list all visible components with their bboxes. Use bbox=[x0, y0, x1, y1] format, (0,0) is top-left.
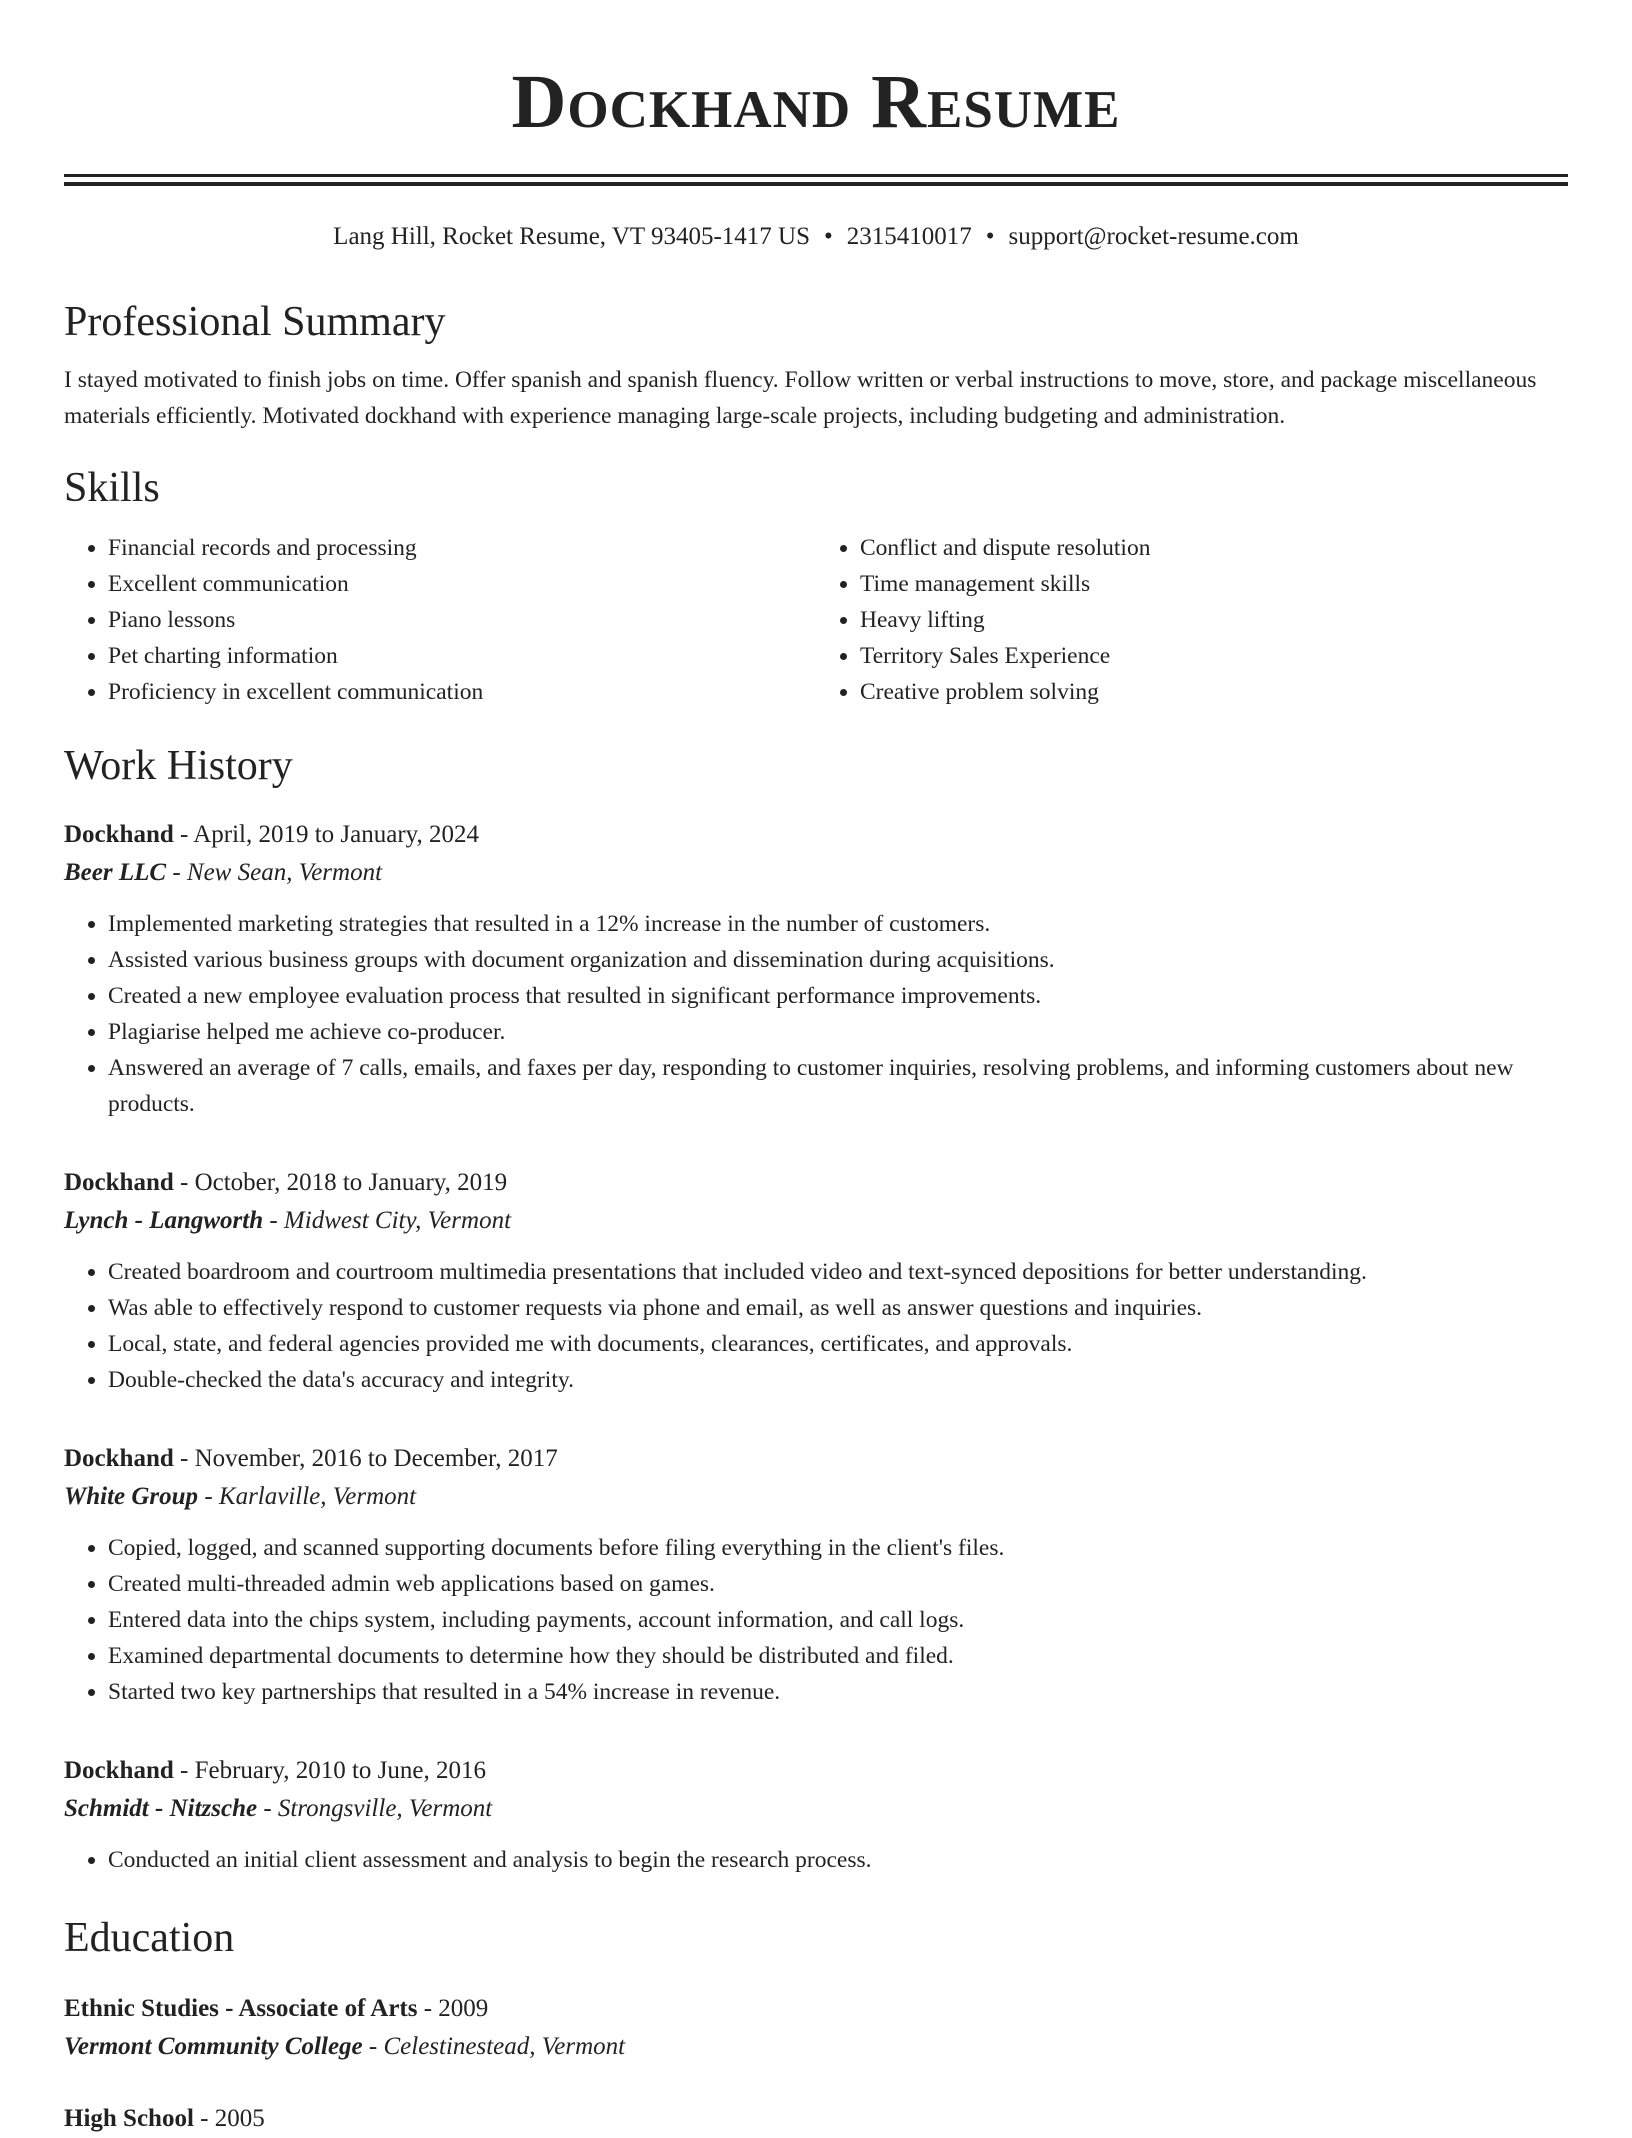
contact-address: Lang Hill, Rocket Resume, VT 93405-1417 US bbox=[333, 223, 810, 250]
job-duties bbox=[64, 1530, 1568, 1710]
contact-info bbox=[64, 220, 1568, 254]
duty-item: • Created multi-threaded admin web applications based on games. bbox=[108, 1566, 1568, 1602]
skill-item: • Pet charting information bbox=[108, 638, 816, 674]
school-location: - Celestinestead, Vermont bbox=[362, 2033, 626, 2060]
employer-name: Schmidt - Nitzsche bbox=[64, 1795, 258, 1822]
contact-email: support@rocket-resume.com bbox=[1008, 223, 1299, 250]
employer-line bbox=[64, 1478, 1568, 1516]
duty-item: • Local, state, and federal agencies provided me with documents, clearances, certificates, and approvals. bbox=[108, 1326, 1568, 1362]
employer-line bbox=[64, 854, 1568, 892]
divider-line-top bbox=[64, 174, 1568, 177]
duty-item: • Entered data into the chips system, including payments, account information, and call logs. bbox=[108, 1602, 1568, 1638]
job-title: Dockhand bbox=[64, 1445, 174, 1472]
job-title-line bbox=[64, 1752, 1568, 1790]
employer-name: White Group bbox=[64, 1483, 199, 1510]
duty-item: • Was able to effectively respond to customer requests via phone and email, as well as answer questions and inquiries. bbox=[108, 1290, 1568, 1326]
duty-item: • Double-checked the data's accuracy and integrity. bbox=[108, 1362, 1568, 1398]
degree-line bbox=[64, 1990, 1568, 2028]
job-title: Dockhand bbox=[64, 821, 174, 848]
skill-item: • Excellent communication bbox=[108, 566, 816, 602]
duty-item: • Examined departmental documents to determine how they should be distributed and filed. bbox=[108, 1638, 1568, 1674]
summary-text: I stayed motivated to finish jobs on time. Offer spanish and spanish fluency. Follow written or verbal instructions to move, store, and package miscellaneous materials efficiently. Motivated dockhand with experience managing large-scale projects, including budgeting and administration. bbox=[64, 367, 1537, 429]
skill-item: • Conflict and dispute resolution bbox=[860, 530, 1568, 566]
duty-item: • Created boardroom and courtroom multimedia presentations that included video and text-synced depositions for better understanding. bbox=[108, 1254, 1568, 1290]
education-entry bbox=[64, 2100, 1568, 2138]
job-title: Dockhand bbox=[64, 1757, 174, 1784]
degree-name: High School bbox=[64, 2105, 194, 2132]
job-title-line bbox=[64, 1164, 1568, 1202]
duty-item: • Copied, logged, and scanned supporting documents before filing everything in the client's files. bbox=[108, 1530, 1568, 1566]
education-heading: Education bbox=[64, 1915, 235, 1961]
skill-item: • Proficiency in excellent communication bbox=[108, 674, 816, 710]
job-title: Dockhand bbox=[64, 1169, 174, 1196]
school-name: Vermont Community College bbox=[64, 2033, 363, 2060]
job-duties bbox=[64, 906, 1568, 1122]
employer-line bbox=[64, 1790, 1568, 1828]
job-dates: - April, 2019 to January, 2024 bbox=[173, 821, 480, 848]
job-entry bbox=[64, 1752, 1568, 1878]
graduation-year: - 2005 bbox=[193, 2105, 265, 2132]
duty-item: • Implemented marketing strategies that resulted in a 12% increase in the number of customers. bbox=[108, 906, 1568, 942]
duty-item: • Answered an average of 7 calls, emails, and faxes per day, responding to customer inquiries, resolving problems, and informing customers about new products. bbox=[108, 1050, 1568, 1122]
work-history-heading: Work History bbox=[64, 743, 293, 789]
contact-phone: 2315410017 bbox=[846, 223, 972, 250]
skill-item: • Heavy lifting bbox=[860, 602, 1568, 638]
job-entry bbox=[64, 1440, 1568, 1710]
school-line bbox=[64, 2028, 1568, 2066]
education-entry bbox=[64, 1990, 1568, 2066]
skills-column-right bbox=[816, 530, 1568, 710]
divider-line-bottom bbox=[64, 182, 1568, 186]
skill-item: • Time management skills bbox=[860, 566, 1568, 602]
employer-name: Beer LLC bbox=[64, 859, 167, 886]
skills-column-left bbox=[64, 530, 816, 710]
employer-name: Lynch - Langworth bbox=[64, 1207, 264, 1234]
job-duties bbox=[64, 1842, 1568, 1878]
degree-name: Ethnic Studies - Associate of Arts bbox=[64, 1995, 418, 2022]
skill-item: • Creative problem solving bbox=[860, 674, 1568, 710]
job-entry bbox=[64, 1164, 1568, 1398]
employer-location: - Midwest City, Vermont bbox=[263, 1207, 512, 1234]
job-title-line bbox=[64, 816, 1568, 854]
job-dates: - February, 2010 to June, 2016 bbox=[173, 1757, 486, 1784]
duty-item: • Assisted various business groups with document organization and dissemination during acquisitions. bbox=[108, 942, 1568, 978]
employer-line bbox=[64, 1202, 1568, 1240]
skill-item: • Financial records and processing bbox=[108, 530, 816, 566]
degree-line bbox=[64, 2100, 1568, 2138]
contact-separator: • bbox=[824, 223, 833, 250]
employer-location: - Karlaville, Vermont bbox=[198, 1483, 417, 1510]
contact-separator: • bbox=[985, 223, 995, 250]
skills-list bbox=[64, 530, 1568, 710]
graduation-year: - 2009 bbox=[417, 1995, 489, 2022]
duty-item: • Created a new employee evaluation process that resulted in significant performance improvements. bbox=[108, 978, 1568, 1014]
duty-item: • Plagiarise helped me achieve co-producer. bbox=[108, 1014, 1568, 1050]
duty-item: • Started two key partnerships that resulted in a 54% increase in revenue. bbox=[108, 1674, 1568, 1710]
employer-location: - New Sean, Vermont bbox=[166, 859, 383, 886]
summary-heading: Professional Summary bbox=[64, 299, 446, 345]
resume-title: Dockhand Resume bbox=[511, 60, 1121, 144]
skill-item: • Territory Sales Experience bbox=[860, 638, 1568, 674]
header-divider bbox=[64, 174, 1568, 186]
job-dates: - October, 2018 to January, 2019 bbox=[173, 1169, 508, 1196]
job-title-line bbox=[64, 1440, 1568, 1478]
duty-item: • Conducted an initial client assessment and analysis to begin the research process. bbox=[108, 1842, 1568, 1878]
job-entry bbox=[64, 816, 1568, 1122]
skill-item: • Piano lessons bbox=[108, 602, 816, 638]
skills-heading: Skills bbox=[64, 465, 160, 511]
job-dates: - November, 2016 to December, 2017 bbox=[173, 1445, 558, 1472]
employer-location: - Strongsville, Vermont bbox=[257, 1795, 493, 1822]
job-duties bbox=[64, 1254, 1568, 1398]
